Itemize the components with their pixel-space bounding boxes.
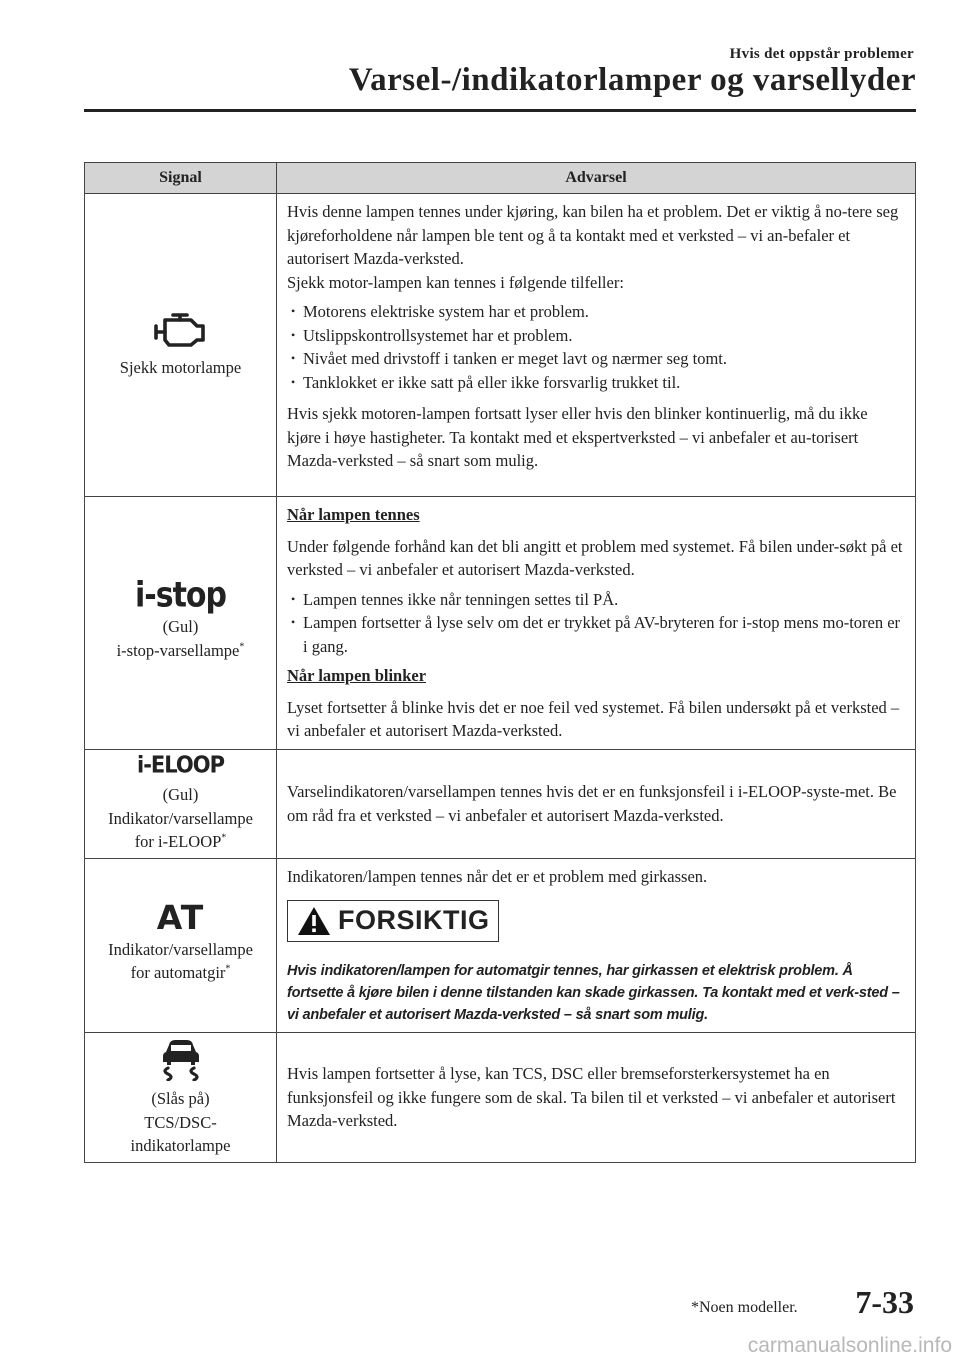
signal-label: Sjekk motorlampe — [119, 358, 242, 378]
signal-label: Indikator/varsellampe — [108, 808, 253, 828]
caution-text: Hvis indikatoren/lampen for automatgir tennes, har girkassen et elektrisk problem. Å fortsette å kjøre bilen i denne tilstanden kan skade girkassen. Ta kontakt med et verk-sted – vi anbefaler et autorisert Mazda-verksted – så snart som mulig. — [287, 963, 900, 1023]
warning-cell — [277, 194, 916, 497]
warning-paragraph: Hvis denne lampen tennes under kjøring, kan bilen ha et problem. Det er viktig å no-tere seg kjøreforholdene når lampen ble tent og å ta kontakt med et verksted – vi an-befaler et autorisert Mazda-verksted. — [287, 202, 899, 268]
signal-label: for i-ELOOP — [134, 832, 222, 851]
subheading: Når lampen tennes — [287, 505, 420, 524]
signal-label: i-stop-varsellampe — [116, 640, 240, 660]
signal-cell — [85, 497, 277, 750]
signal-label: indikatorlampe — [130, 1136, 231, 1155]
warning-paragraph: Indikatoren/lampen tennes når det er et problem med girkassen. — [287, 866, 708, 886]
header-divider — [84, 109, 916, 112]
subheading: Når lampen blinker — [287, 666, 427, 685]
watermark: carmanualsonline.info — [747, 1334, 952, 1357]
table-header-row — [85, 163, 916, 194]
column-header-warning: Advarsel — [277, 163, 916, 194]
signal-label: TCS/DSC- — [144, 1112, 217, 1132]
signal-cell — [85, 194, 277, 497]
signal-label: Indikator/varsellampe — [108, 939, 253, 959]
list-item: • Tanklokket er ikke satt på eller ikke forsvarlig trukket til. — [287, 371, 905, 395]
i-stop-icon: i-stop — [134, 574, 227, 616]
footnote: *Noen modeller. — [691, 1299, 798, 1316]
footnote-marker: * — [221, 832, 227, 844]
section-subtitle: Hvis det oppstår problemer — [729, 46, 914, 62]
signal-label-line — [87, 830, 274, 854]
warning-paragraph: Hvis sjekk motoren-lampen fortsatt lyser eller hvis den blinker kontinuerlig, må du ikke kjøre i høye hastigheter. Ta kontakt med et ekspertverksted – vi anbefaler et au-torisert Mazda-verksted – så snart som mulig. — [287, 404, 868, 470]
warning-paragraph: Hvis lampen fortsetter å lyse, kan TCS, DSC eller bremseforsterkersystemet ha en funksjonsfeil og ikke fungere som de skal. Ta bilen til et verksted – vi anbefaler et autorisert Mazda-verksted. — [287, 1064, 896, 1130]
list-item: • Lampen fortsetter å lyse selv om det er trykket på AV-bryteren for i-stop mens mo-toren er i gang. — [287, 611, 905, 658]
table-row — [85, 497, 916, 750]
list-item: • Utslippskontrollsystemet har et problem. — [287, 324, 905, 348]
i-eloop-icon: i-ELOOP — [137, 751, 224, 778]
column-header-signal: Signal — [85, 163, 277, 194]
signal-color-note: (Slås på) — [151, 1089, 210, 1108]
list-item: • Motorens elektriske system har et problem. — [287, 300, 905, 324]
table-row — [85, 749, 916, 858]
signal-table — [84, 162, 916, 1163]
list-item: • Lampen tennes ikke når tenningen settes til PÅ. — [287, 588, 905, 612]
warning-cell — [277, 749, 916, 858]
check-engine-icon — [151, 310, 211, 350]
page-title: Varsel-/indikatorlamper og varsellyder — [348, 62, 916, 98]
warning-triangle-icon — [296, 905, 332, 937]
table-row — [85, 858, 916, 1033]
at-icon: AT — [156, 898, 205, 937]
warning-paragraph: Lyset fortsetter å blinke hvis det er noe feil ved systemet. Få bilen undersøkt på et verksted – vi anbefaler et autorisert Mazda-verksted. — [287, 697, 900, 740]
warning-paragraph: Sjekk motor-lampen kan tennes i følgende tilfeller: — [287, 272, 624, 292]
caution-label: FORSIKTIG — [338, 905, 490, 936]
warning-cell — [277, 1033, 916, 1163]
table-row — [85, 1033, 916, 1163]
footnote-marker: * — [225, 963, 231, 975]
list-item: • Nivået med drivstoff i tanken er meget lavt og nærmer seg tomt. — [287, 347, 905, 371]
caution-box — [287, 900, 499, 942]
warning-paragraph: Varselindikatoren/varsellampen tennes hvis det er en funksjonsfeil i i-ELOOP-syste-met. Be om råd fra et verksted – vi anbefaler et autorisert Mazda-verksted. — [287, 782, 897, 825]
page-number: 7-33 — [855, 1284, 914, 1320]
signal-color-note: (Gul) — [162, 785, 199, 804]
bullet-list — [287, 300, 905, 394]
warning-cell — [277, 497, 916, 750]
footnote-marker: * — [239, 641, 245, 652]
signal-label: for automatgir — [130, 963, 226, 982]
bullet-list — [287, 588, 905, 659]
signal-label-line — [87, 961, 274, 985]
signal-cell — [85, 749, 277, 858]
signal-color-note: (Gul) — [162, 617, 199, 636]
signal-label-line — [87, 639, 274, 663]
tcs-dsc-skid-icon — [156, 1037, 206, 1081]
table-row — [85, 194, 916, 497]
signal-cell — [85, 1033, 277, 1163]
signal-cell — [85, 858, 277, 1033]
warning-cell — [277, 858, 916, 1033]
warning-paragraph: Under følgende forhånd kan det bli angitt et problem med systemet. Få bilen under-søkt på et verksted – vi anbefaler et autorisert Mazda-verksted. — [287, 536, 903, 579]
